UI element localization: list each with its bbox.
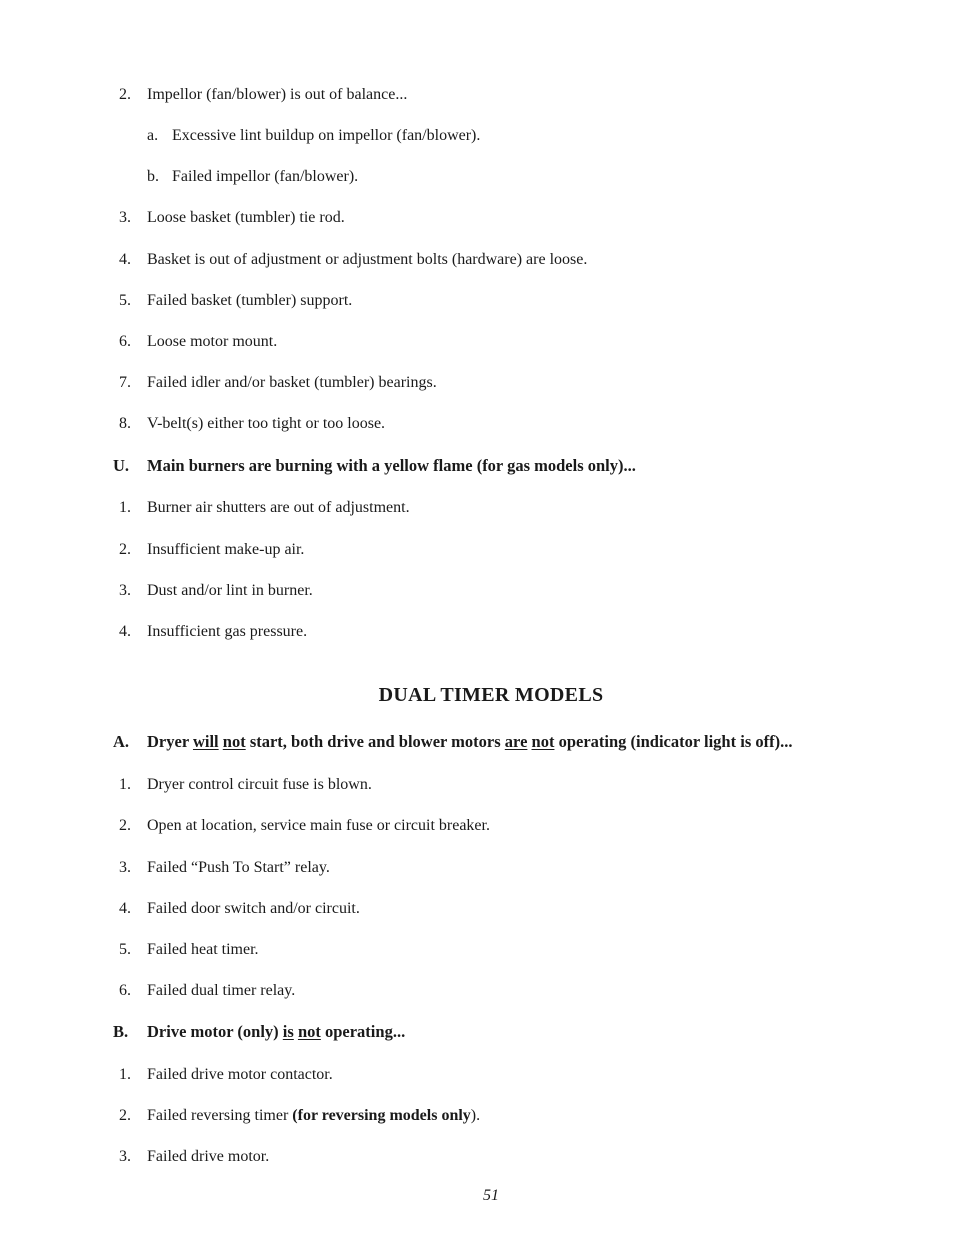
item-number: 2. (119, 541, 131, 558)
item-number: 3. (119, 1148, 131, 1165)
section-letter: U. (113, 456, 130, 475)
item-number: 2. (119, 86, 131, 103)
item-text: Loose basket (tumbler) tie rod. (147, 209, 345, 226)
item-text: Basket is out of adjustment or adjustment bolts (hardware) are loose. (147, 251, 588, 268)
item-number: 4. (119, 251, 131, 268)
item-text: Failed drive motor. (147, 1148, 270, 1165)
item-text: Failed idler and/or basket (tumbler) bearings. (147, 374, 437, 391)
item-number: 6. (119, 333, 131, 350)
section-letter: A. (113, 732, 130, 751)
item-number: 8. (119, 415, 131, 432)
item-number: 5. (119, 941, 131, 958)
bold-note: (for reversing models only (292, 1107, 471, 1124)
item-letter: b. (147, 168, 159, 185)
item-number: 1. (119, 776, 131, 793)
item-text: Insufficient gas pressure. (147, 623, 308, 640)
item-number: 1. (119, 499, 131, 516)
item-text: Loose motor mount. (147, 333, 278, 350)
section-heading-text: Dryer will not start, both drive and blower motors are not operating (indicator light is off)... (147, 732, 793, 751)
item-text: Failed drive motor contactor. (147, 1066, 333, 1083)
item-text: Failed “Push To Start” relay. (147, 859, 330, 876)
item-text: V-belt(s) either too tight or too loose. (147, 415, 386, 432)
page-number: 51 (483, 1187, 499, 1204)
item-text: Dust and/or lint in burner. (147, 582, 313, 599)
item-text: Failed basket (tumbler) support. (147, 292, 353, 309)
item-text: Impellor (fan/blower) is out of balance... (147, 86, 408, 103)
section-title: DUAL TIMER MODELS (378, 684, 604, 706)
item-text: Failed dual timer relay. (147, 982, 296, 999)
item-number: 5. (119, 292, 131, 309)
item-number: 1. (119, 1066, 131, 1083)
item-number: 6. (119, 982, 131, 999)
item-number: 4. (119, 623, 131, 640)
item-text: Excessive lint buildup on impellor (fan/blower). (172, 127, 481, 144)
item-text: Insufficient make-up air. (147, 541, 305, 558)
item-text: Burner air shutters are out of adjustment. (147, 499, 410, 516)
item-number: 3. (119, 209, 131, 226)
item-number: 2. (119, 817, 131, 834)
section-heading-text: Drive motor (only) is not operating... (147, 1022, 406, 1041)
item-letter: a. (147, 127, 159, 144)
item-text: Failed reversing timer (for reversing models only). (147, 1107, 481, 1124)
item-text: Failed door switch and/or circuit. (147, 900, 360, 917)
item-number: 4. (119, 900, 131, 917)
section-heading-text: Main burners are burning with a yellow flame (for gas models only)... (147, 456, 636, 475)
section-letter: B. (113, 1022, 129, 1041)
item-number: 3. (119, 582, 131, 599)
item-text: Open at location, service main fuse or circuit breaker. (147, 817, 490, 834)
item-text: Dryer control circuit fuse is blown. (147, 776, 372, 793)
item-text: Failed heat timer. (147, 941, 259, 958)
item-text: Failed impellor (fan/blower). (172, 168, 359, 185)
item-number: 2. (119, 1107, 131, 1124)
item-number: 7. (119, 374, 131, 391)
item-number: 3. (119, 859, 131, 876)
